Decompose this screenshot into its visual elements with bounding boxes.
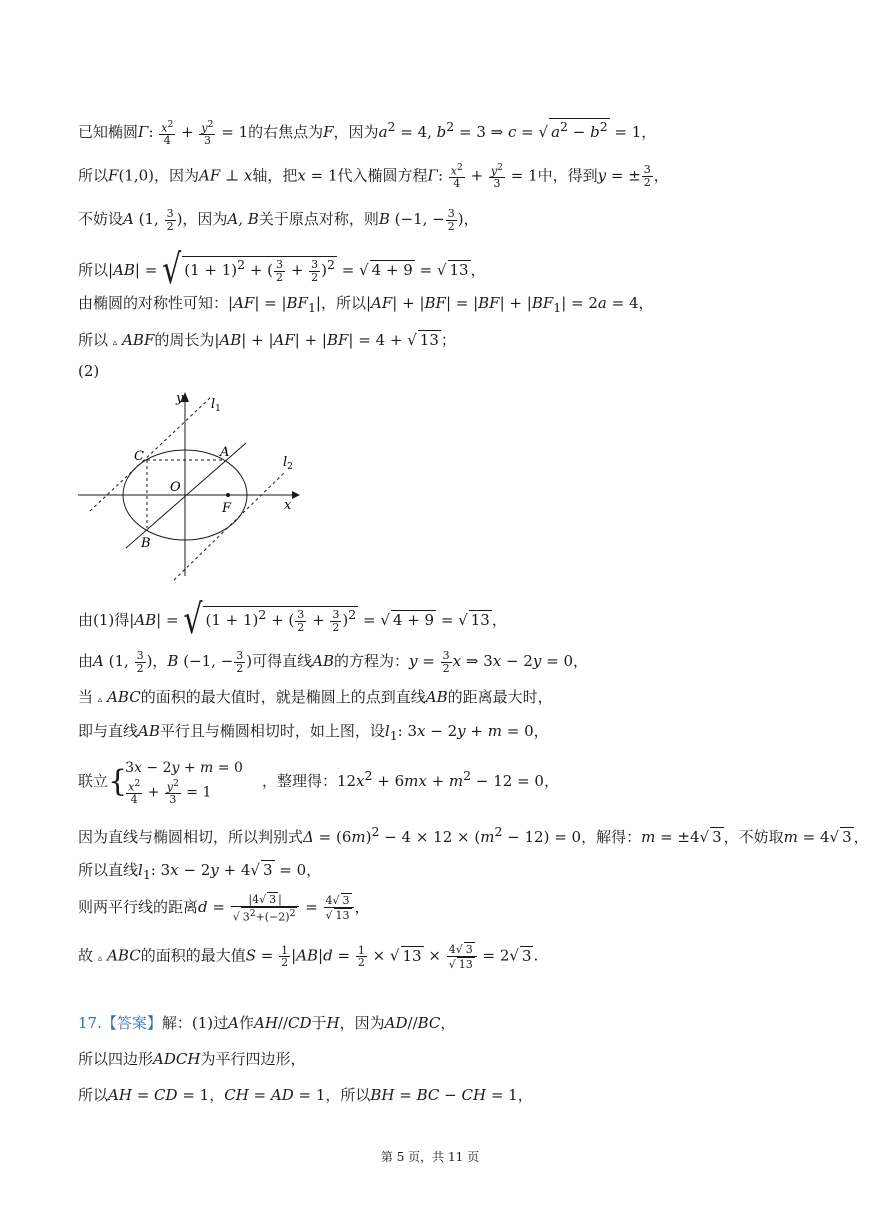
- solution-line-1: 已知椭圆Γ: $\frac{x^2}{4}$ + $\frac{y^2}{3}$ = 1的右焦点为F，因为$a^2 = 4$, $b^2 = 3$ ⇒ c = √ $a^2 - b^2 = 1$，: [78, 118, 657, 147]
- origin-label: O: [170, 480, 181, 495]
- point-a-label: A: [220, 445, 230, 460]
- point-b-label: B: [141, 536, 151, 551]
- solution-line-2: 所以F(1,0)，因为AF ⊥ x轴，把x = 1代入椭圆方程Γ: $\frac{x^2}{4}$ + $\frac{y^2}{3}$ = 1中，得到y = ± $\frac{3}{2}$ ，: [78, 162, 669, 191]
- solution-line-3: 不妨设A (1, $\frac{3}{2}$ )，因为A, B关于原点对称，则B (−1, − $\frac{3}{2}$ )，: [78, 207, 479, 233]
- x-axis-arrow: [292, 491, 300, 499]
- problem-17-line-2: 所以四边形ADCH为平行四边形，: [78, 1050, 306, 1068]
- line-l2-label: $l_2$: [283, 455, 293, 472]
- point-c-label: C: [134, 449, 144, 464]
- solution-line-11: 即与直线AB平行且与椭圆相切时，如上图，设$l_1$: 3x − 2y + m = 0，: [78, 722, 549, 743]
- ellipse-diagram: [70, 388, 310, 588]
- point-f-label: F: [222, 501, 232, 516]
- problem-number: 17.: [78, 1014, 102, 1032]
- part-2-label: (2): [78, 362, 100, 380]
- x-axis-label: x: [284, 498, 292, 513]
- line-l1-label: $l_1$: [211, 397, 221, 414]
- solution-line-16: 故 ▵ ABC的面积的最大值S = $\frac{1}{2}$ |AB|d = $\frac{1}{2}$ × √ 13 × $\frac{4√ 3}{√ 13}$ = 2√ 3 .: [78, 943, 539, 972]
- page-footer: 第 5 页，共 11 页: [380, 1150, 480, 1164]
- solution-line-9: 由A (1, $\frac{3}{2}$ )，B (−1, − $\frac{3}{2}$ )可得直线AB的方程为：y = $\frac{3}{2}$ x ⇒ 3x − 2y = 0，: [78, 649, 589, 675]
- solution-line-5: 由椭圆的对称性可知：$|AF| = |BF_1|$，所以$|AF| + |BF| = |BF| + |BF_1| = 2a = 4$，: [78, 294, 654, 315]
- solution-line-12: 联立{ 3x − 2y + m = 0 $\frac{x^2}{4}$ + $\frac{y^2}{3}$ = 1 ，整理得：$12x^2 + 6mx + m^2 - 12 = 0$，: [78, 760, 559, 807]
- solution-line-8: 由(1)得|AB| = √ $(1 + 1)^2$ + ( $\frac{3}{2}$ + $\frac{3}{2}$ )$^2$ = √ 4 + 9 = √ 13 ，: [78, 596, 507, 644]
- answer-tag: 【答案】: [101, 1014, 162, 1032]
- solution-line-15: 则两平行线的距离d = $\frac{|4√ 3 |}{√ 3^2+(-2)^2}$ = $\frac{4√ 3}{√ 13}$ ，: [78, 893, 370, 924]
- problem-17-line-3: 所以AH = CD = 1，CH = AD = 1，所以BH = BC − CH = 1，: [78, 1086, 533, 1104]
- focus-point: [226, 493, 230, 497]
- solution-line-4: 所以|AB| = √ $(1 + 1)^2$ + ( $\frac{3}{2}$ + $\frac{3}{2}$ )$^2$ = √ 4 + 9 = √ 13 ，: [78, 246, 486, 294]
- solution-line-10: 当 ▵ ABC的面积的最大值时，就是椭圆上的点到直线AB的距离最大时，: [78, 688, 553, 706]
- tangent-line-l1: [90, 398, 210, 511]
- problem-17-line-1: 17.【答案】解：(1)过A作AH//CD于H，因为AD//BC，: [78, 1014, 456, 1032]
- solution-line-13: 因为直线与椭圆相切，所以判别式$\Delta = (6m)^2 - 4 \times 12 \times (m^2 - 12) = 0$，解得：m = ±4√ 3 ，不妨取m = 4√ 3 ，: [78, 824, 869, 846]
- solution-line-6: 所以 ▵ ABF的周长为|AB| + |AF| + |BF| = 4 + √ 13 ；: [78, 331, 456, 349]
- solution-line-14: 所以直线$l_1$: 3x − 2y + 4√ 3 = 0，: [78, 861, 322, 882]
- y-axis-label: y: [176, 391, 184, 406]
